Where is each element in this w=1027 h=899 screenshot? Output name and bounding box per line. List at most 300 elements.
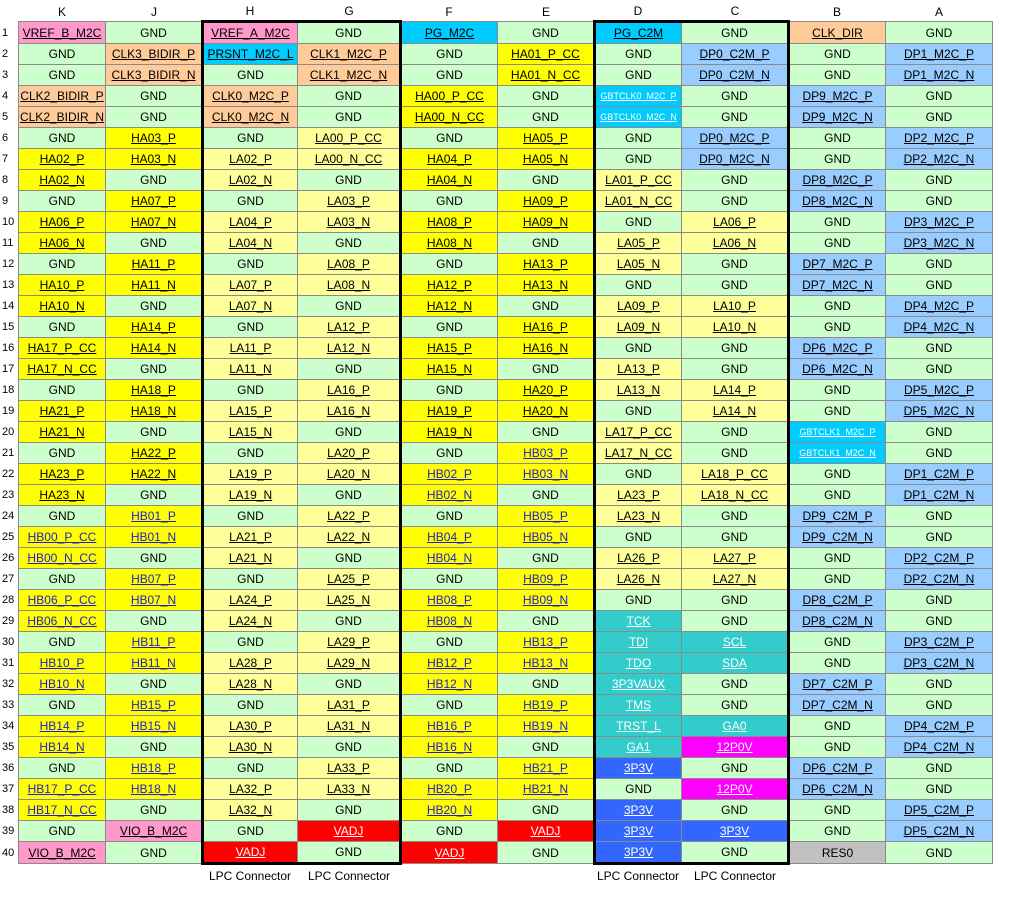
pin-cell [298,716,401,737]
pin-signal-label: GND [140,25,167,40]
pin-cell [106,380,203,401]
pin-signal-label: GBTCLK0_M2C_N [600,112,677,122]
pin-signal-label: DP3_C2M_N [903,656,975,670]
pin-signal-label: HB03_N [522,467,569,481]
pin-cell [203,506,298,527]
pin-signal-label: LA22_N [326,530,371,544]
pin-signal-label: GND [925,593,953,607]
pin-cell [19,506,106,527]
pin-cell [789,86,886,107]
pin-cell [298,296,401,317]
pin-cell [298,359,401,380]
pin-cell [298,506,401,527]
pin-cell [682,800,789,821]
pin-signal-label: GND [436,572,463,586]
pin-cell [19,254,106,275]
pin-cell [401,149,498,170]
pin-signal-label: GND [925,25,953,40]
pin-signal-label: DP5_C2M_P [903,803,975,817]
pin-cell [498,506,595,527]
pin-cell [203,821,298,842]
pin-signal-label: HB01_P [131,509,176,523]
pin-row [2,737,993,758]
row-number: 40 [2,842,19,864]
pin-signal-label: LA20_N [326,467,371,481]
pin-signal-label: LA27_N [712,572,757,586]
pin-signal-label: HB05_N [522,530,569,544]
pin-signal-label: GND [532,299,559,313]
pin-signal-label: 3P3VAUX [611,677,666,691]
pin-signal-label: LA33_N [326,782,371,796]
pin-row [2,548,993,569]
pin-signal-label: LA21_N [228,551,273,565]
pin-signal-label: GND [48,698,76,712]
pin-signal-label: GND [625,152,652,166]
pin-signal-label: HA13_P [523,257,568,271]
pin-signal-label: HA09_N [522,215,569,229]
footer-row [2,864,993,888]
pin-cell [106,22,203,44]
pin-signal-label: GND [824,824,851,838]
pin-cell [595,737,682,758]
pin-signal-label: LA00_P_CC [315,131,382,145]
column-header: J [106,2,203,22]
pin-cell [298,107,401,128]
pin-cell [682,359,789,380]
pin-signal-label: SDA [722,656,747,670]
pin-signal-label: DP2_M2C_P [903,131,975,145]
pin-cell [298,44,401,65]
pin-cell [886,44,993,65]
row-number: 39 [2,821,19,842]
pin-cell [498,821,595,842]
column-header: G [298,2,401,22]
pin-signal-label: DP1_C2M_N [903,488,975,502]
pin-cell [498,590,595,611]
pin-signal-label: LA30_P [229,719,272,733]
pin-signal-label: LA07_P [229,278,272,292]
pin-cell [595,22,682,44]
pin-cell [401,590,498,611]
pin-cell [19,779,106,800]
row-number: 15 [2,317,19,338]
pin-cell [106,737,203,758]
pin-signal-label: GND [237,446,264,460]
pin-cell [886,191,993,212]
pin-signal-label: TDO [625,656,652,670]
pin-cell [106,359,203,380]
pin-cell [498,779,595,800]
pin-cell [203,22,298,44]
pin-signal-label: HB04_N [426,551,473,565]
pin-signal-label: GND [925,425,953,439]
pin-cell [106,464,203,485]
pin-signal-label: GND [625,278,652,292]
pin-cell [298,800,401,821]
pin-cell [203,800,298,821]
pin-signal-label: LA27_P [713,551,756,565]
pin-cell [682,758,789,779]
pin-signal-label: HB00_N_CC [27,551,97,565]
pin-signal-label: VREF_A_M2C [211,26,290,40]
pin-signal-label: GA0 [722,719,747,733]
pin-cell [19,233,106,254]
pin-cell [682,695,789,716]
pin-signal-label: HB15_P [131,698,176,712]
pin-signal-label: HB18_P [131,761,176,775]
pin-signal-label: LA12_N [326,341,371,355]
pin-cell [401,212,498,233]
pin-signal-label: LA02_N [228,173,273,187]
pin-cell [789,22,886,44]
pin-cell [682,212,789,233]
pin-cell [498,800,595,821]
pin-cell [298,758,401,779]
pin-cell [203,464,298,485]
pin-signal-label: GND [824,236,851,250]
pin-cell [298,254,401,275]
pin-signal-label: GND [824,803,851,817]
pin-cell [498,842,595,864]
pin-cell [19,401,106,422]
pin-signal-label: GND [721,614,748,628]
pin-cell [789,170,886,191]
pin-row [2,464,993,485]
row-number: 5 [2,107,19,128]
pin-signal-label: HA00_P_CC [415,89,484,103]
pin-cell [886,842,993,864]
pin-cell [682,632,789,653]
pin-cell [401,22,498,44]
pin-signal-label: LA24_N [228,614,273,628]
pin-signal-label: GND [625,593,652,607]
pin-signal-label: GND [140,299,167,313]
pin-signal-label: 3P3V [623,761,654,775]
pin-cell [401,380,498,401]
pin-cell [498,317,595,338]
pin-cell [106,506,203,527]
pin-cell [595,44,682,65]
row-number: 30 [2,632,19,653]
row-number: 6 [2,128,19,149]
pin-row [2,485,993,506]
pin-cell [19,170,106,191]
pin-cell [682,716,789,737]
pin-signal-label: VADJ [530,824,561,838]
pin-signal-label: GND [140,551,167,565]
pin-cell [106,758,203,779]
pin-signal-label: GND [237,509,264,523]
pin-cell [498,212,595,233]
pin-row [2,359,993,380]
pin-cell [401,632,498,653]
pin-cell [106,233,203,254]
pin-cell [203,191,298,212]
pin-signal-label: GND [140,89,167,103]
pin-cell [682,317,789,338]
pin-cell [401,800,498,821]
pin-cell [886,86,993,107]
pin-row [2,842,993,864]
pin-signal-label: HA05_N [522,152,569,166]
pin-cell [298,149,401,170]
pin-cell [886,149,993,170]
pin-cell [401,86,498,107]
pin-signal-label: VIO_B_M2C [119,824,188,838]
pin-cell [595,317,682,338]
pin-signal-label: GND [436,509,463,523]
pin-signal-label: HB04_P [427,530,472,544]
pin-signal-label: DP0_M2C_N [699,152,770,166]
pin-cell [789,296,886,317]
pin-signal-label: VREF_B_M2C [22,25,102,40]
pin-cell [298,65,401,86]
pin-signal-label: HB10_P [39,656,85,670]
pin-signal-label: HA15_P [427,341,472,355]
pin-cell [682,170,789,191]
pin-signal-label: DP9_M2C_N [802,110,873,124]
pin-signal-label: HA10_P [39,278,85,292]
pin-signal-label: GND [436,257,463,271]
pin-cell [682,149,789,170]
row-number: 8 [2,170,19,191]
footer-spacer [2,864,19,888]
pin-signal-label: RES0 [821,845,854,860]
pin-signal-label: HA14_P [131,320,176,334]
pin-signal-label: GND [48,509,76,523]
pin-signal-label: HB12_P [427,656,472,670]
pin-signal-label: GND [532,488,559,502]
pin-signal-label: GBTCLK0_M2C_P [600,91,677,101]
pin-cell [19,632,106,653]
pin-cell [789,695,886,716]
pin-signal-label: GND [237,131,264,145]
pin-signal-label: 3P3V [623,803,654,817]
pin-cell [203,779,298,800]
pin-signal-label: DP4_C2M_N [903,740,975,754]
pin-signal-label: GND [335,551,362,565]
pin-cell [203,737,298,758]
pin-cell [789,611,886,632]
pin-signal-label: 12P0V [716,782,753,796]
pin-cell [106,527,203,548]
pin-cell [682,338,789,359]
pin-cell [401,254,498,275]
pin-signal-label: GND [436,383,463,397]
pin-cell [401,443,498,464]
pin-cell [19,443,106,464]
pin-signal-label: CLK2_BIDIR_P [20,89,104,103]
pin-signal-label: DP3_M2C_P [903,215,975,229]
pin-cell [886,758,993,779]
pin-signal-label: GND [237,383,264,397]
pin-signal-label: LA01_N_CC [604,194,673,208]
row-number: 14 [2,296,19,317]
pin-signal-label: GND [335,845,362,859]
pin-cell [682,527,789,548]
pin-signal-label: TRST_L [616,719,661,733]
pin-cell [682,821,789,842]
pin-cell [886,170,993,191]
pin-signal-label: DP5_C2M_N [903,824,975,838]
pin-cell [682,506,789,527]
pin-cell [106,212,203,233]
pin-signal-label: LA21_P [229,530,272,544]
pin-signal-label: HB06_N_CC [27,614,97,628]
pin-cell [595,653,682,674]
pin-signal-label: GND [335,299,362,313]
pin-signal-label: GND [925,89,953,103]
pin-signal-label: LA17_P_CC [605,425,672,439]
pin-signal-label: LA15_P [229,404,272,418]
pin-signal-label: DP4_M2C_P [903,299,975,313]
pin-signal-label: LA25_P [327,572,370,586]
pin-cell [682,296,789,317]
pin-signal-label: GND [532,677,559,691]
pin-signal-label: HA02_N [39,173,85,187]
pin-signal-label: GND [824,572,851,586]
pin-cell [19,65,106,86]
pin-cell [298,842,401,864]
pin-cell [401,65,498,86]
pin-signal-label: GND [335,425,362,439]
pin-signal-label: GND [140,614,167,628]
pin-signal-label: GND [925,845,953,860]
pin-cell [789,821,886,842]
pin-signal-label: GND [721,110,748,124]
pin-cell [401,653,498,674]
pin-signal-label: DP7_C2M_P [802,677,873,691]
footer-label: LPC Connector [298,864,401,888]
pin-signal-label: GND [140,236,167,250]
pin-signal-label: HB06_P_CC [27,593,97,607]
pin-signal-label: HB13_N [522,656,569,670]
pin-signal-label: GND [48,131,76,145]
pin-cell [886,611,993,632]
pin-cell [595,548,682,569]
pin-cell [106,338,203,359]
pin-signal-label: LA16_N [326,404,371,418]
pin-cell [19,737,106,758]
pin-cell [203,527,298,548]
pin-row [2,695,993,716]
pin-cell [682,611,789,632]
pin-signal-label: GND [824,320,851,334]
pin-row [2,821,993,842]
pin-row [2,716,993,737]
pin-signal-label: LA33_P [327,761,370,775]
pin-cell [498,569,595,590]
pin-cell [19,842,106,864]
footer-label [19,864,106,888]
pin-signal-label: HB02_P [427,467,472,481]
pin-signal-label: GND [436,824,463,838]
pin-signal-label: CLK0_M2C_N [211,110,290,124]
pin-cell [203,422,298,443]
connector-pinout-table [2,2,993,887]
pin-cell [595,611,682,632]
pin-cell [789,527,886,548]
pin-signal-label: GND [335,89,362,103]
pin-signal-label: LA11_N [229,362,272,376]
pin-signal-label: GND [48,47,76,61]
pin-row [2,233,993,254]
pin-cell [203,149,298,170]
pin-cell [682,443,789,464]
pin-cell [682,401,789,422]
pin-signal-label: LA01_P_CC [605,173,672,187]
pin-signal-label: GND [925,509,953,523]
pin-cell [203,128,298,149]
pin-signal-label: GND [436,761,463,775]
pin-cell [298,821,401,842]
pin-signal-label: HA14_N [130,341,177,355]
pin-cell [789,380,886,401]
pin-cell [298,548,401,569]
pin-cell [682,674,789,695]
pin-cell [19,821,106,842]
pin-cell [401,317,498,338]
pin-signal-label: HB20_N [426,803,473,817]
pin-signal-label: HA18_P [131,383,176,397]
pin-signal-label: GND [48,635,76,649]
pin-signal-label: HB02_N [426,488,473,502]
pin-signal-label: PRSNT_M2C_L [207,47,294,61]
pin-cell [401,44,498,65]
pin-cell [498,401,595,422]
pin-cell [886,695,993,716]
pin-cell [886,590,993,611]
pin-signal-label: LA08_N [326,278,371,292]
pin-cell [298,737,401,758]
pin-cell [401,716,498,737]
pin-signal-label: LA19_N [228,488,273,502]
pin-row [2,758,993,779]
pin-cell [19,674,106,695]
pin-cell [19,485,106,506]
pin-signal-label: GND [925,341,953,355]
pin-cell [498,380,595,401]
pin-signal-label: HA04_N [426,173,473,187]
pin-signal-label: GND [140,677,167,691]
pin-cell [789,359,886,380]
pin-row [2,401,993,422]
pin-signal-label: LA28_P [229,656,272,670]
pin-signal-label: LA29_P [327,635,370,649]
pin-cell [498,338,595,359]
footer-label: LPC Connector [203,864,298,888]
pin-cell [682,842,789,864]
pin-row [2,170,993,191]
pin-signal-label: GND [824,299,851,313]
pin-cell [498,716,595,737]
pin-signal-label: HB16_N [426,740,473,754]
pin-cell [682,485,789,506]
pin-signal-label: GND [721,425,748,439]
pin-cell [106,443,203,464]
pin-cell [203,443,298,464]
pin-signal-label: DP1_M2C_N [903,68,975,82]
pin-signal-label: GND [436,320,463,334]
pin-signal-label: CLK_DIR [812,25,863,40]
pin-cell [789,422,886,443]
pin-signal-label: HA12_N [426,299,473,313]
pin-cell [203,569,298,590]
pin-cell [401,233,498,254]
pin-signal-label: LA32_P [229,782,272,796]
pin-signal-label: GND [925,761,953,775]
pin-signal-label: LA18_P_CC [701,467,768,481]
